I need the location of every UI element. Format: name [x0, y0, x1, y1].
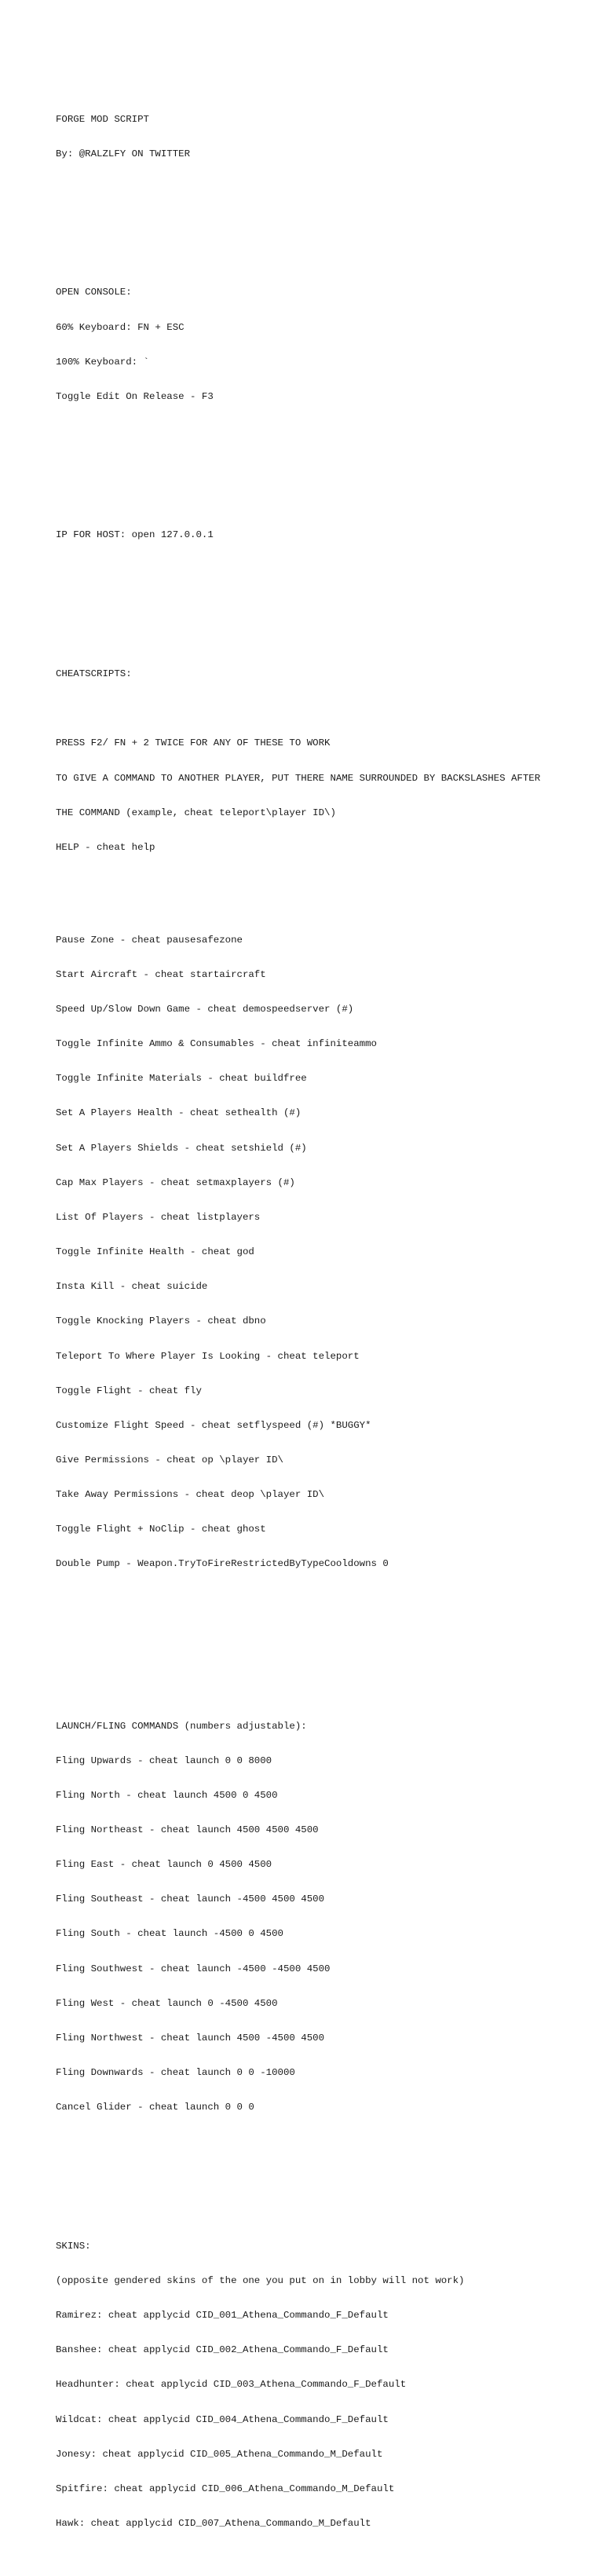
command-line: Pause Zone - cheat pausesafezone	[56, 934, 243, 946]
section-heading: CHEATSCRIPTS:	[56, 668, 132, 680]
command-line: Insta Kill - cheat suicide	[56, 1281, 208, 1293]
command-line: Hawk: cheat applycid CID_007_Athena_Commando_M_Default	[56, 2518, 371, 2530]
command-line: Fling Northwest - cheat launch 4500 -4500 4500	[56, 2032, 325, 2044]
command-line: Banshee: cheat applycid CID_002_Athena_Commando_F_Default	[56, 2344, 389, 2356]
command-line: Fling Northeast - cheat launch 4500 4500 4500	[56, 1824, 319, 1835]
spacer	[56, 599, 590, 611]
command-line: Fling Southwest - cheat launch -4500 -4500 4500	[56, 1963, 331, 1974]
open-console-section	[56, 264, 590, 426]
console-line: Toggle Edit On Release - F3	[56, 390, 214, 402]
launch-section	[56, 1697, 590, 2136]
section-heading: SKINS:	[56, 2240, 91, 2252]
spacer	[56, 1651, 590, 1663]
intro-line: THE COMMAND (example, cheat teleport\player ID\)	[56, 807, 336, 818]
command-line: Jonesy: cheat applycid CID_005_Athena_Commando_M_Default	[56, 2448, 383, 2460]
command-line: Toggle Infinite Ammo & Consumables - cheat infiniteammo	[56, 1038, 377, 1050]
command-line: Give Permissions - cheat op \player ID\	[56, 1454, 283, 1465]
command-line: Fling Upwards - cheat launch 0 0 8000	[56, 1755, 272, 1766]
command-line: Toggle Knocking Players - cheat dbno	[56, 1315, 266, 1327]
command-line: Speed Up/Slow Down Game - cheat demospeedserver (#)	[56, 1003, 354, 1015]
command-line: Toggle Infinite Materials - cheat buildfree	[56, 1073, 307, 1085]
host-section	[56, 507, 590, 565]
command-line: List Of Players - cheat listplayers	[56, 1211, 261, 1223]
command-line: Set A Players Health - cheat sethealth (#)	[56, 1107, 302, 1119]
command-line: Toggle Flight + NoClip - cheat ghost	[56, 1524, 266, 1535]
host-ip-line: IP FOR HOST: open 127.0.0.1	[56, 529, 214, 541]
command-line: Take Away Permissions - cheat deop \player ID\	[56, 1489, 325, 1501]
command-line: Fling South - cheat launch -4500 0 4500	[56, 1928, 283, 1940]
command-line: Start Aircraft - cheat startaircraft	[56, 968, 266, 980]
intro-line: PRESS F2/ FN + 2 TWICE FOR ANY OF THESE TO WORK	[56, 737, 331, 749]
spacer	[56, 876, 590, 888]
intro-line: HELP - cheat help	[56, 841, 155, 853]
command-line: Spitfire: cheat applycid CID_006_Athena_Commando_M_Default	[56, 2483, 395, 2494]
author-byline: By: @RALZLFY ON TWITTER	[56, 148, 191, 159]
spacer	[56, 703, 590, 715]
command-line: Set A Players Shields - cheat setshield (#)	[56, 1142, 307, 1154]
command-line: Teleport To Where Player Is Looking - cheat teleport	[56, 1350, 360, 1362]
cheat-command-list	[56, 911, 590, 1593]
command-line: Cancel Glider - cheat launch 0 0 0	[56, 2102, 254, 2113]
spacer	[56, 460, 590, 472]
command-line: Cap Max Players - cheat setmaxplayers (#)	[56, 1176, 295, 1188]
console-line: 100% Keyboard: `	[56, 356, 149, 368]
section-heading: LAUNCH/FLING COMMANDS (numbers adjustable):	[56, 1720, 307, 1732]
command-line: Toggle Flight - cheat fly	[56, 1385, 202, 1396]
console-line: 60% Keyboard: FN + ESC	[56, 321, 185, 333]
command-line: Fling North - cheat launch 4500 0 4500	[56, 1789, 278, 1801]
document-title: FORGE MOD SCRIPT	[56, 113, 149, 125]
spacer	[56, 218, 590, 229]
command-line: Ramirez: cheat applycid CID_001_Athena_Commando_F_Default	[56, 2310, 389, 2322]
skins-section	[56, 2217, 590, 2552]
cheatscripts-section	[56, 646, 590, 1616]
command-line: Fling West - cheat launch 0 -4500 4500	[56, 1997, 278, 2009]
document-page	[56, 56, 590, 2576]
section-heading: OPEN CONSOLE:	[56, 287, 132, 298]
command-line: Fling Southeast - cheat launch -4500 4500 4500	[56, 1894, 325, 1905]
command-line: Headhunter: cheat applycid CID_003_Athena_Commando_F_Default	[56, 2379, 407, 2391]
command-line: Double Pump - Weapon.TryToFireRestrictedByTypeCooldowns 0	[56, 1558, 389, 1570]
command-line: Wildcat: cheat applycid CID_004_Athena_Commando_F_Default	[56, 2413, 389, 2425]
skins-note: (opposite gendered skins of the one you put on in lobby will not work)	[56, 2275, 465, 2286]
command-line: Customize Flight Speed - cheat setflyspeed (#) *BUGGY*	[56, 1419, 371, 1431]
header-section	[56, 90, 590, 183]
intro-line: TO GIVE A COMMAND TO ANOTHER PLAYER, PUT THERE NAME SURROUNDED BY BACKSLASHES AFTER	[56, 772, 541, 784]
command-line: Fling East - cheat launch 0 4500 4500	[56, 1859, 272, 1871]
spacer	[56, 2172, 590, 2183]
command-line: Toggle Infinite Health - cheat god	[56, 1246, 254, 1258]
command-line: Fling Downwards - cheat launch 0 0 -10000	[56, 2067, 295, 2079]
